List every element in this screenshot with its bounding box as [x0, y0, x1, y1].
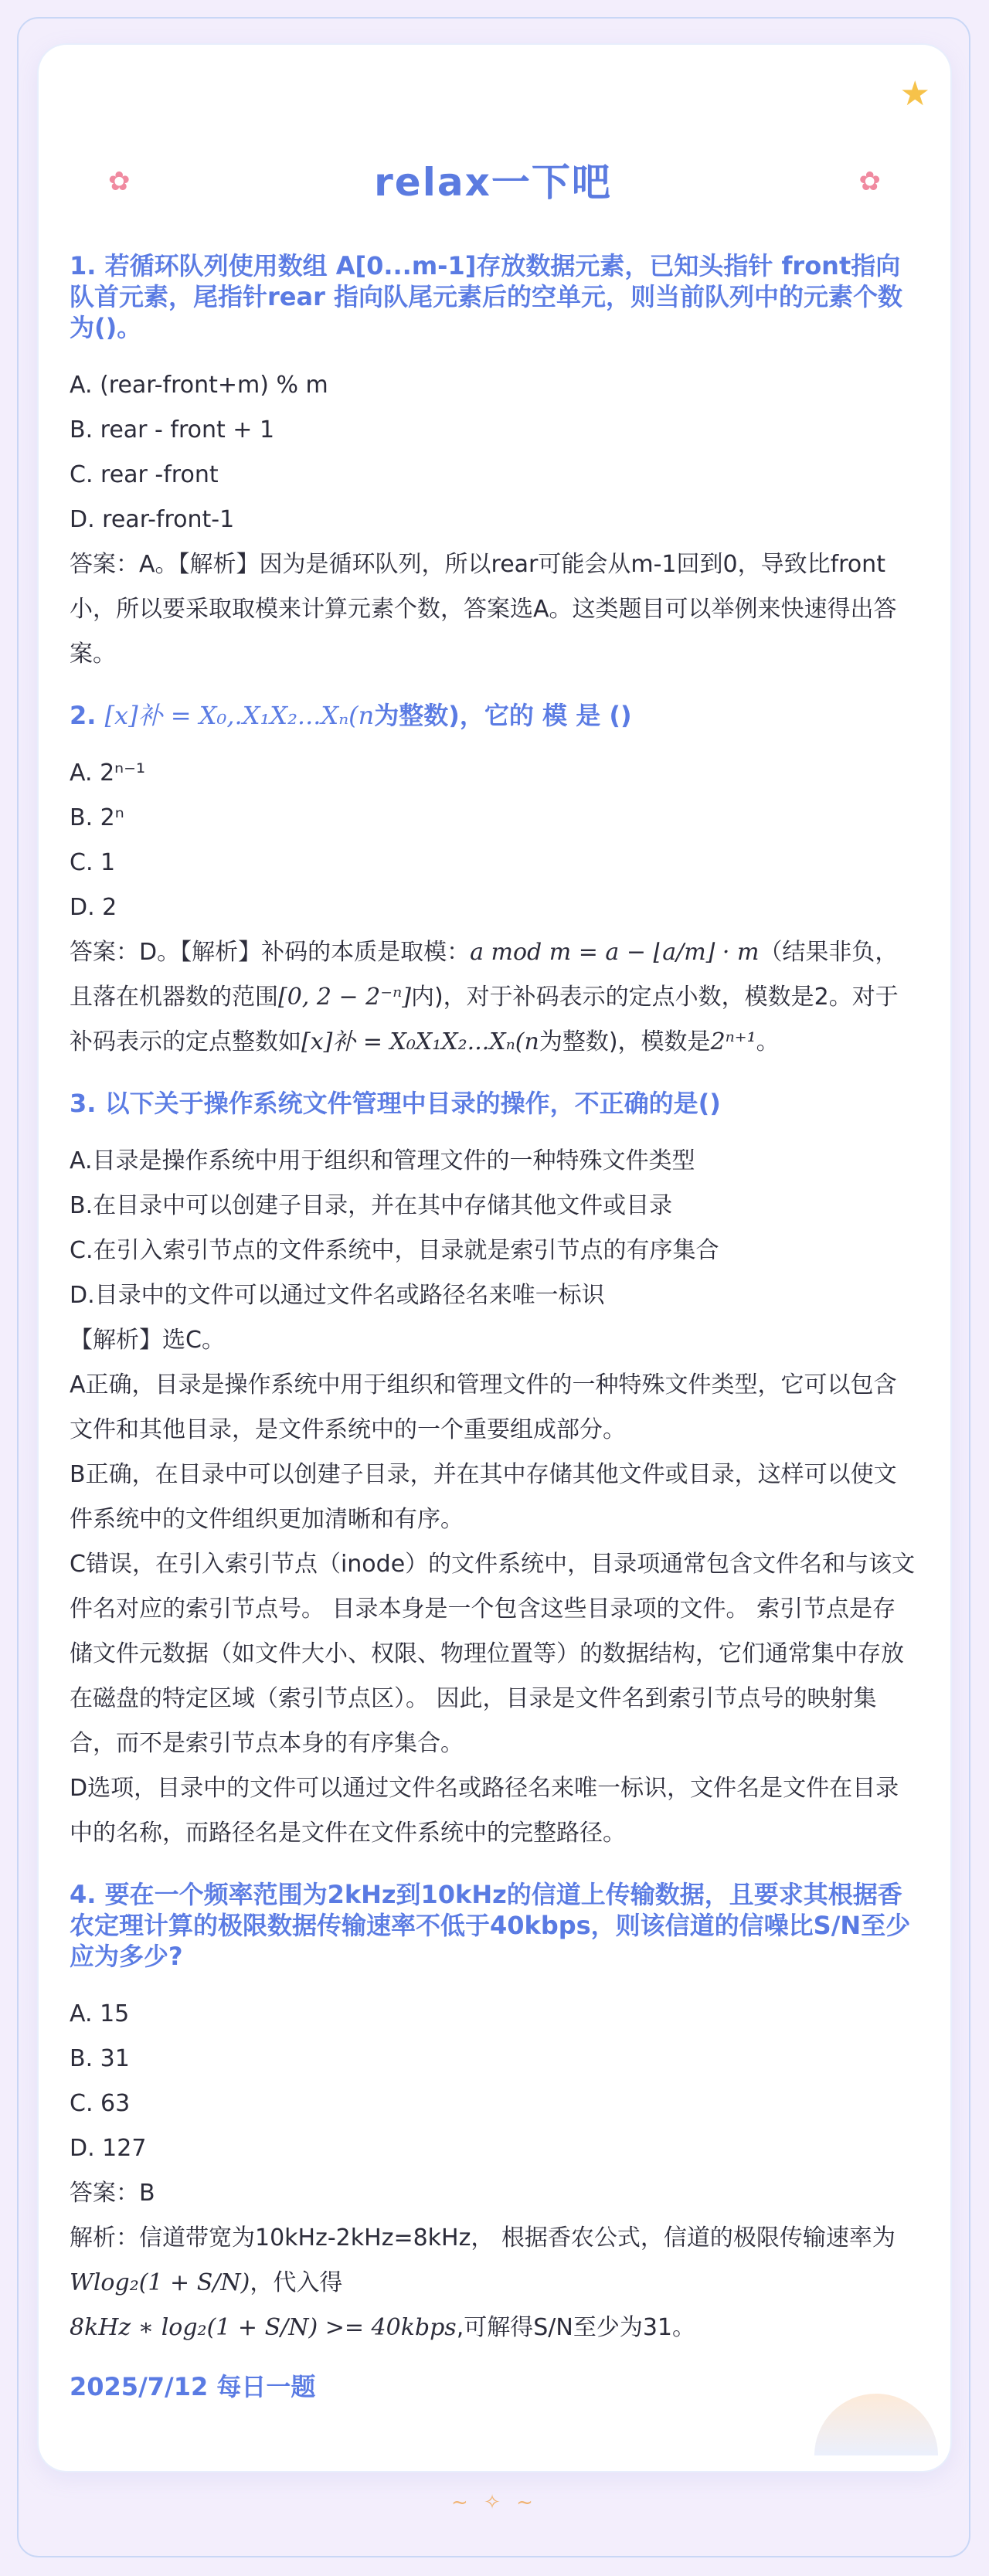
- question-1: 1. 若循环队列使用数组 A[0...m-1]存放数据元素，已知头指针 front指向队首元素，尾指针rear 指向队尾元素后的空单元，则当前队列中的元素个数为()。: [70, 251, 903, 342]
- q2-option-d: D. 2: [70, 894, 117, 921]
- q2-math: [x]补 = X₀,.X₁X₂...Xₙ(n: [104, 701, 375, 730]
- q2-option-c: C. 1: [70, 849, 116, 876]
- q3-explanation: A正确，目录是操作系统中用于组织和管理文件的一种特殊文件类型，它可以包含文件和其他目录，是文件系统中的一个重要组成部分。: [70, 1371, 897, 1443]
- page-title: relax一下吧: [374, 160, 612, 205]
- q4-option-b: B. 31: [70, 2045, 130, 2072]
- q4-answer: 答案：B: [70, 2180, 155, 2207]
- q3-option-c: C.在引入索引节点的文件系统中，目录就是索引节点的有序集合: [70, 1237, 719, 1264]
- q2-answer-text: 。: [756, 1028, 780, 1055]
- q3-option-a: A.目录是操作系统中用于组织和管理文件的一种特殊文件类型: [70, 1147, 695, 1174]
- flower-icon: ✿: [858, 166, 881, 197]
- q1-option-b: B. rear - front + 1: [70, 416, 275, 443]
- q2-answer-math: [0, 2 − 2⁻ⁿ]: [278, 984, 411, 1011]
- q2-answer-text: （结果非负，且落在机器数的范围: [70, 939, 899, 1011]
- q2-prefix: 2.: [70, 701, 105, 730]
- q4-analysis-math: 8kHz ∗ log₂(1 + S/N) >= 40kbps: [70, 2314, 457, 2341]
- q4-option-a: A. 15: [70, 2000, 130, 2027]
- q1-option-d: D. rear-front-1: [70, 506, 235, 533]
- q3-option-d: D.目录中的文件可以通过文件名或路径名来唯一标识: [70, 1282, 605, 1309]
- question-2: [70, 700, 916, 731]
- q4-analysis-text: ，代入得: [250, 2269, 343, 2296]
- q3-explanation: C错误，在引入索引节点（inode）的文件系统中，目录项通常包含文件名和与该文件名对应的索引节点号。 目录本身是一个包含这些目录项的文件。 索引节点是存储文件元数据（如文件大小、权限、物理位置等）的数据结构，它们通常集中存放在磁盘的特定区域（索引节点区）。 因此，目录是文件名到索引节点号的映射集合，而不是索引节点本身的有序集合。: [70, 1551, 916, 1757]
- q2-answer-math: [x]补 = X₀X₁X₂...Xₙ(n: [301, 1028, 539, 1055]
- q3-explanation: D选项，目录中的文件可以通过文件名或路径名来唯一标识，文件名是文件在目录中的名称，而路径名是文件在文件系统中的完整路径。: [70, 1775, 899, 1847]
- q2-answer-math: a mod m = a − ⌊a/m⌋ · m: [470, 939, 760, 966]
- star-icon: ★: [899, 74, 930, 114]
- q2-answer-text: 内)，对于补码表示的定点小数，模数是2。对于补码表示的定点整数如: [70, 984, 899, 1055]
- q2-answer-math: 2ⁿ⁺¹: [710, 1028, 756, 1055]
- q4-analysis-text: 解析：信道带宽为10kHz-2kHz=8kHz， 根据香农公式，信道的极限传输速率为: [70, 2224, 896, 2251]
- content-card: [39, 45, 950, 2471]
- q2-answer-text: 答案：D。【解析】补码的本质是取模：: [70, 939, 471, 966]
- q4-option-d: D. 127: [70, 2135, 147, 2162]
- question-3: 3. 以下关于操作系统文件管理中目录的操作，不正确的是(): [70, 1089, 721, 1118]
- q1-option-c: C. rear -front: [70, 461, 219, 488]
- q2-answer-text: 为整数)，模数是: [539, 1028, 711, 1055]
- sun-decoration: [814, 2394, 938, 2455]
- flower-icon: ✿: [108, 166, 131, 197]
- q3-explanation: B正确，在目录中可以创建子目录，并在其中存储其他文件或目录，这样可以使文件系统中的文件组织更加清晰和有序。: [70, 1461, 897, 1533]
- squiggle-decoration: ~ ✧ ~: [451, 2491, 538, 2514]
- q4-analysis: [70, 2216, 916, 2350]
- q1-answer: 答案：A。【解析】因为是循环队列，所以rear可能会从m-1回到0，导致比front小，所以要采取取模来计算元素个数，答案选A。这类题目可以举例来快速得出答案。: [70, 551, 897, 668]
- footer-date: 2025/7/12 每日一题: [70, 2372, 316, 2401]
- q3-explanation: 【解析】选C。: [70, 1327, 225, 1354]
- q2-option-a: A. 2ⁿ⁻¹: [70, 760, 145, 787]
- q2-option-b: B. 2ⁿ: [70, 804, 124, 831]
- q2-answer: [70, 930, 916, 1065]
- q1-option-a: A. (rear-front+m) % m: [70, 372, 328, 399]
- question-4: 4. 要在一个频率范围为2kHz到10kHz的信道上传输数据，且要求其根据香农定理计算的极限数据传输速率不低于40kbps，则该信道的信噪比S/N至少应为多少?: [70, 1880, 911, 1971]
- q4-analysis-math: Wlog₂(1 + S/N): [70, 2269, 250, 2296]
- q4-analysis-text: ,可解得S/N至少为31。: [456, 2314, 696, 2341]
- q2-suffix: 为整数)，它的 模 是 (): [374, 701, 632, 730]
- q4-option-c: C. 63: [70, 2090, 131, 2117]
- q3-option-b: B.在目录中可以创建子目录，并在其中存储其他文件或目录: [70, 1192, 673, 1219]
